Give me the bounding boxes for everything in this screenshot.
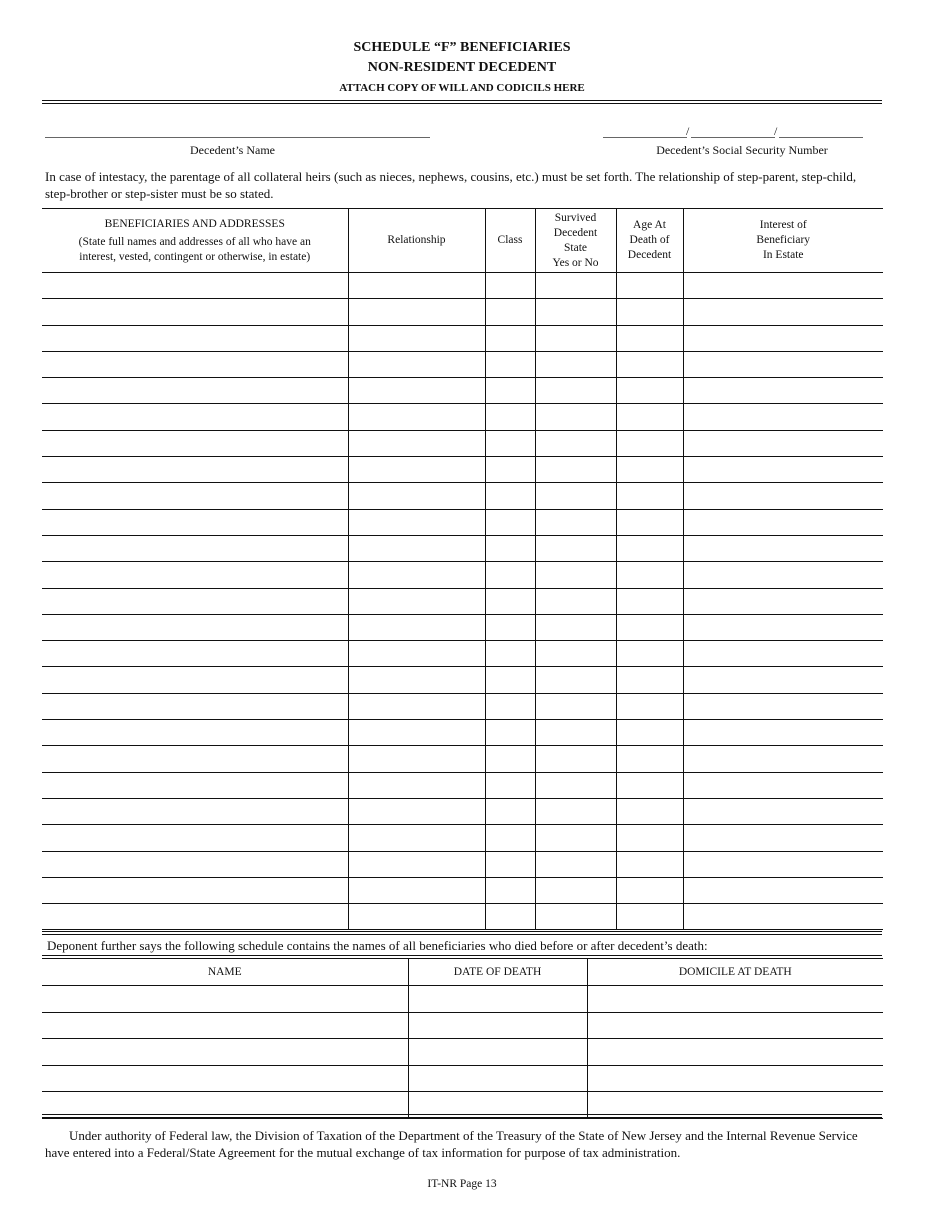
table-row bbox=[42, 667, 883, 693]
table-row bbox=[42, 299, 883, 325]
table-cell[interactable] bbox=[485, 457, 535, 483]
table-cell[interactable] bbox=[42, 483, 348, 509]
col-age-line: Death of bbox=[629, 234, 670, 246]
table-cell[interactable] bbox=[535, 851, 616, 877]
col-age-line: Age At bbox=[633, 219, 666, 231]
table-row bbox=[42, 904, 883, 930]
ssn-separator: / bbox=[774, 124, 778, 138]
table-cell[interactable] bbox=[485, 483, 535, 509]
table-cell[interactable] bbox=[42, 772, 348, 798]
table-cell[interactable] bbox=[348, 772, 485, 798]
table-cell[interactable] bbox=[535, 798, 616, 824]
table-cell[interactable] bbox=[348, 430, 485, 456]
table-row bbox=[42, 1012, 883, 1039]
table-row bbox=[42, 378, 883, 404]
table-cell[interactable] bbox=[616, 404, 683, 430]
table-cell[interactable] bbox=[408, 1012, 587, 1039]
table-cell[interactable] bbox=[616, 299, 683, 325]
table-cell[interactable] bbox=[348, 509, 485, 535]
table-cell[interactable] bbox=[587, 1012, 883, 1039]
table-cell[interactable] bbox=[42, 273, 348, 299]
table-cell[interactable] bbox=[535, 667, 616, 693]
table-cell[interactable] bbox=[683, 430, 883, 456]
table-cell[interactable] bbox=[683, 299, 883, 325]
table-cell[interactable] bbox=[535, 825, 616, 851]
table-cell[interactable] bbox=[616, 325, 683, 351]
table-cell[interactable] bbox=[42, 299, 348, 325]
table-row bbox=[42, 1065, 883, 1092]
table-cell[interactable] bbox=[348, 877, 485, 903]
table-row bbox=[42, 1039, 883, 1066]
table-cell[interactable] bbox=[683, 535, 883, 561]
table-cell[interactable] bbox=[683, 483, 883, 509]
section-divider bbox=[42, 1114, 882, 1118]
table-cell[interactable] bbox=[485, 614, 535, 640]
table-cell[interactable] bbox=[348, 273, 485, 299]
table-cell[interactable] bbox=[616, 351, 683, 377]
table-cell[interactable] bbox=[485, 877, 535, 903]
table-cell[interactable] bbox=[683, 351, 883, 377]
table-cell[interactable] bbox=[616, 430, 683, 456]
table-cell[interactable] bbox=[616, 378, 683, 404]
table-cell[interactable] bbox=[42, 877, 348, 903]
section-divider bbox=[42, 931, 882, 935]
table-cell[interactable] bbox=[42, 509, 348, 535]
table-cell[interactable] bbox=[535, 457, 616, 483]
table-cell[interactable] bbox=[348, 904, 485, 930]
table-cell[interactable] bbox=[616, 746, 683, 772]
table-cell[interactable] bbox=[42, 693, 348, 719]
table-row bbox=[42, 457, 883, 483]
col-survived-line: Decedent bbox=[553, 226, 598, 239]
table-cell[interactable] bbox=[535, 720, 616, 746]
table-cell[interactable] bbox=[485, 351, 535, 377]
table-cell[interactable] bbox=[348, 404, 485, 430]
ssn-separator: / bbox=[686, 124, 690, 138]
table-cell[interactable] bbox=[683, 746, 883, 772]
table-cell[interactable] bbox=[683, 720, 883, 746]
table-cell[interactable] bbox=[535, 325, 616, 351]
table-cell[interactable] bbox=[348, 299, 485, 325]
table-cell[interactable] bbox=[535, 904, 616, 930]
table-cell[interactable] bbox=[535, 877, 616, 903]
table-cell[interactable] bbox=[485, 667, 535, 693]
col-survived bbox=[535, 209, 616, 273]
table-cell[interactable] bbox=[535, 483, 616, 509]
table-row bbox=[42, 746, 883, 772]
table-cell[interactable] bbox=[485, 273, 535, 299]
ssn-label: Decedent’s Social Security Number bbox=[656, 143, 828, 157]
table-cell[interactable] bbox=[535, 404, 616, 430]
col-survived-line: Survived bbox=[554, 211, 597, 224]
table-cell[interactable] bbox=[616, 562, 683, 588]
table-cell[interactable] bbox=[485, 693, 535, 719]
table-cell[interactable] bbox=[535, 772, 616, 798]
table-cell[interactable] bbox=[616, 641, 683, 667]
table-row bbox=[42, 535, 883, 561]
table-cell[interactable] bbox=[683, 378, 883, 404]
table-cell[interactable] bbox=[42, 851, 348, 877]
table-cell[interactable] bbox=[485, 798, 535, 824]
table-cell[interactable] bbox=[42, 325, 348, 351]
table-cell[interactable] bbox=[348, 798, 485, 824]
table-cell[interactable] bbox=[485, 825, 535, 851]
table-cell[interactable] bbox=[616, 667, 683, 693]
col-beneficiaries-title: BENEFICIARIES AND ADDRESSES bbox=[104, 217, 285, 230]
table-row bbox=[42, 351, 883, 377]
deponent-note: Deponent further says the following schedule contains the names of all beneficiaries who died before or after decedent’s death: bbox=[47, 938, 708, 953]
table-cell[interactable] bbox=[535, 273, 616, 299]
deceased-beneficiaries-table bbox=[42, 958, 883, 1119]
table-cell[interactable] bbox=[683, 273, 883, 299]
table-cell[interactable] bbox=[42, 588, 348, 614]
table-row bbox=[42, 430, 883, 456]
table-row bbox=[42, 404, 883, 430]
ssn-part1-field[interactable] bbox=[603, 137, 687, 138]
table-cell[interactable] bbox=[616, 798, 683, 824]
table-cell[interactable] bbox=[485, 641, 535, 667]
table-cell[interactable] bbox=[616, 877, 683, 903]
col-class: Class bbox=[485, 209, 535, 273]
table-cell[interactable] bbox=[42, 720, 348, 746]
table-cell[interactable] bbox=[535, 378, 616, 404]
table-cell[interactable] bbox=[616, 693, 683, 719]
table-cell[interactable] bbox=[485, 404, 535, 430]
table-row bbox=[42, 483, 883, 509]
table-cell[interactable] bbox=[485, 772, 535, 798]
table-row bbox=[42, 720, 883, 746]
table-cell[interactable] bbox=[683, 614, 883, 640]
table-cell[interactable] bbox=[348, 746, 485, 772]
ssn-part3-field[interactable] bbox=[779, 137, 863, 138]
table-cell[interactable] bbox=[683, 693, 883, 719]
col-survived-line: Yes or No bbox=[552, 256, 599, 269]
table-cell[interactable] bbox=[535, 509, 616, 535]
table-cell[interactable] bbox=[485, 562, 535, 588]
table-cell[interactable] bbox=[348, 825, 485, 851]
table-cell[interactable] bbox=[683, 641, 883, 667]
table-cell[interactable] bbox=[616, 851, 683, 877]
table-cell[interactable] bbox=[42, 1065, 408, 1092]
table-cell[interactable] bbox=[348, 457, 485, 483]
table-cell[interactable] bbox=[348, 588, 485, 614]
table-cell[interactable] bbox=[535, 614, 616, 640]
table-cell[interactable] bbox=[587, 986, 883, 1013]
table-cell[interactable] bbox=[683, 588, 883, 614]
decedent-name-field[interactable] bbox=[45, 137, 430, 138]
table-cell[interactable] bbox=[485, 588, 535, 614]
table-cell[interactable] bbox=[348, 378, 485, 404]
table-cell[interactable] bbox=[616, 904, 683, 930]
table-row bbox=[42, 325, 883, 351]
table-cell[interactable] bbox=[535, 693, 616, 719]
table-cell[interactable] bbox=[616, 772, 683, 798]
table-cell[interactable] bbox=[348, 693, 485, 719]
table-cell[interactable] bbox=[42, 404, 348, 430]
table-cell[interactable] bbox=[42, 1012, 408, 1039]
table-cell[interactable] bbox=[42, 351, 348, 377]
table-cell[interactable] bbox=[348, 720, 485, 746]
table-cell[interactable] bbox=[616, 720, 683, 746]
table-row bbox=[42, 693, 883, 719]
table-cell[interactable] bbox=[535, 535, 616, 561]
table-cell[interactable] bbox=[408, 1065, 587, 1092]
table-cell[interactable] bbox=[683, 904, 883, 930]
table-row bbox=[42, 877, 883, 903]
table-cell[interactable] bbox=[348, 614, 485, 640]
table-cell[interactable] bbox=[42, 378, 348, 404]
col-relationship: Relationship bbox=[348, 209, 485, 273]
table-cell[interactable] bbox=[683, 772, 883, 798]
table-cell[interactable] bbox=[683, 404, 883, 430]
table-cell[interactable] bbox=[348, 667, 485, 693]
ssn-part2-field[interactable] bbox=[691, 137, 775, 138]
table-cell[interactable] bbox=[683, 562, 883, 588]
table-row bbox=[42, 641, 883, 667]
table-row bbox=[42, 825, 883, 851]
table-cell[interactable] bbox=[348, 483, 485, 509]
col-survived-line: State bbox=[564, 241, 587, 254]
table-cell[interactable] bbox=[535, 299, 616, 325]
col-age bbox=[616, 209, 683, 273]
table-cell[interactable] bbox=[616, 273, 683, 299]
table-cell[interactable] bbox=[683, 667, 883, 693]
table-cell[interactable] bbox=[485, 904, 535, 930]
beneficiaries-table bbox=[42, 208, 883, 930]
table-cell[interactable] bbox=[683, 509, 883, 535]
col-domicile: DOMICILE AT DEATH bbox=[587, 959, 883, 986]
table-cell[interactable] bbox=[348, 325, 485, 351]
table-cell[interactable] bbox=[348, 851, 485, 877]
table-cell[interactable] bbox=[42, 825, 348, 851]
table-cell[interactable] bbox=[535, 588, 616, 614]
table-row bbox=[42, 772, 883, 798]
col-name: NAME bbox=[42, 959, 408, 986]
table-cell[interactable] bbox=[485, 535, 535, 561]
table-row bbox=[42, 614, 883, 640]
table-row bbox=[42, 273, 883, 299]
table-row bbox=[42, 509, 883, 535]
table-row bbox=[42, 562, 883, 588]
decedent-name-label: Decedent’s Name bbox=[190, 143, 275, 157]
col-interest bbox=[683, 209, 883, 273]
table-cell[interactable] bbox=[616, 535, 683, 561]
table-cell[interactable] bbox=[408, 1039, 587, 1066]
table-cell[interactable] bbox=[42, 614, 348, 640]
table-cell[interactable] bbox=[587, 1065, 883, 1092]
table-cell[interactable] bbox=[42, 457, 348, 483]
table-cell[interactable] bbox=[683, 825, 883, 851]
table-cell[interactable] bbox=[616, 509, 683, 535]
col-interest-line: Interest of bbox=[759, 219, 807, 231]
table-row bbox=[42, 588, 883, 614]
table-cell[interactable] bbox=[485, 378, 535, 404]
table-cell[interactable] bbox=[42, 904, 348, 930]
table-cell[interactable] bbox=[616, 825, 683, 851]
col-beneficiaries-note: (State full names and addresses of all who have an interest, vested, contingent or otherwise, in estate) bbox=[78, 235, 311, 263]
page-title: SCHEDULE “F” BENEFICIARIES bbox=[353, 40, 571, 55]
table-cell[interactable] bbox=[485, 720, 535, 746]
table-cell[interactable] bbox=[485, 299, 535, 325]
table-cell[interactable] bbox=[348, 351, 485, 377]
attach-instruction: ATTACH COPY OF WILL AND CODICILS HERE bbox=[339, 82, 585, 94]
table-cell[interactable] bbox=[42, 746, 348, 772]
table-cell[interactable] bbox=[42, 562, 348, 588]
table-cell[interactable] bbox=[485, 851, 535, 877]
intestacy-note: In case of intestacy, the parentage of all collateral heirs (such as nieces, nephews, cousins, etc.) must be set forth. The relationship of step-parent, step-child, step-brother or step-sister must be so stated. bbox=[45, 169, 857, 201]
table-cell[interactable] bbox=[485, 509, 535, 535]
table-cell[interactable] bbox=[485, 325, 535, 351]
col-interest-line: In Estate bbox=[762, 249, 804, 261]
table-cell[interactable] bbox=[485, 746, 535, 772]
table-cell[interactable] bbox=[616, 588, 683, 614]
table-cell[interactable] bbox=[535, 641, 616, 667]
table-cell[interactable] bbox=[683, 798, 883, 824]
table-cell[interactable] bbox=[535, 351, 616, 377]
table-cell[interactable] bbox=[683, 877, 883, 903]
table-cell[interactable] bbox=[42, 667, 348, 693]
table-cell[interactable] bbox=[535, 562, 616, 588]
table-cell[interactable] bbox=[535, 746, 616, 772]
table-row bbox=[42, 986, 883, 1013]
table-cell[interactable] bbox=[348, 641, 485, 667]
table-cell[interactable] bbox=[683, 457, 883, 483]
table-cell[interactable] bbox=[616, 614, 683, 640]
authority-notice: Under authority of Federal law, the Division of Taxation of the Department of the Treasury of the State of New Jersey and the Internal Revenue Service have entered into a Federal/State Agreement for the mutual exchange of tax information for purpose of tax administration. bbox=[45, 1128, 858, 1160]
table-cell[interactable] bbox=[683, 851, 883, 877]
table-cell[interactable] bbox=[42, 535, 348, 561]
col-age-line: Decedent bbox=[627, 249, 672, 261]
table-row bbox=[42, 798, 883, 824]
table-cell[interactable] bbox=[616, 483, 683, 509]
col-date-of-death: DATE OF DEATH bbox=[408, 959, 587, 986]
table-cell[interactable] bbox=[535, 430, 616, 456]
col-beneficiaries bbox=[42, 209, 348, 273]
table-cell[interactable] bbox=[587, 1039, 883, 1066]
header-divider bbox=[42, 100, 882, 104]
table-cell[interactable] bbox=[485, 430, 535, 456]
page-subtitle: NON-RESIDENT DECEDENT bbox=[367, 60, 557, 75]
table-cell[interactable] bbox=[42, 1039, 408, 1066]
table-cell[interactable] bbox=[683, 325, 883, 351]
table-cell[interactable] bbox=[616, 457, 683, 483]
table-cell[interactable] bbox=[348, 562, 485, 588]
table-cell[interactable] bbox=[42, 798, 348, 824]
table-cell[interactable] bbox=[42, 430, 348, 456]
table-cell[interactable] bbox=[42, 641, 348, 667]
table-cell[interactable] bbox=[348, 535, 485, 561]
table-row bbox=[42, 851, 883, 877]
col-interest-line: Beneficiary bbox=[756, 234, 811, 246]
page-number: IT-NR Page 13 bbox=[427, 1178, 497, 1190]
table-cell[interactable] bbox=[408, 986, 587, 1013]
table-cell[interactable] bbox=[42, 986, 408, 1013]
